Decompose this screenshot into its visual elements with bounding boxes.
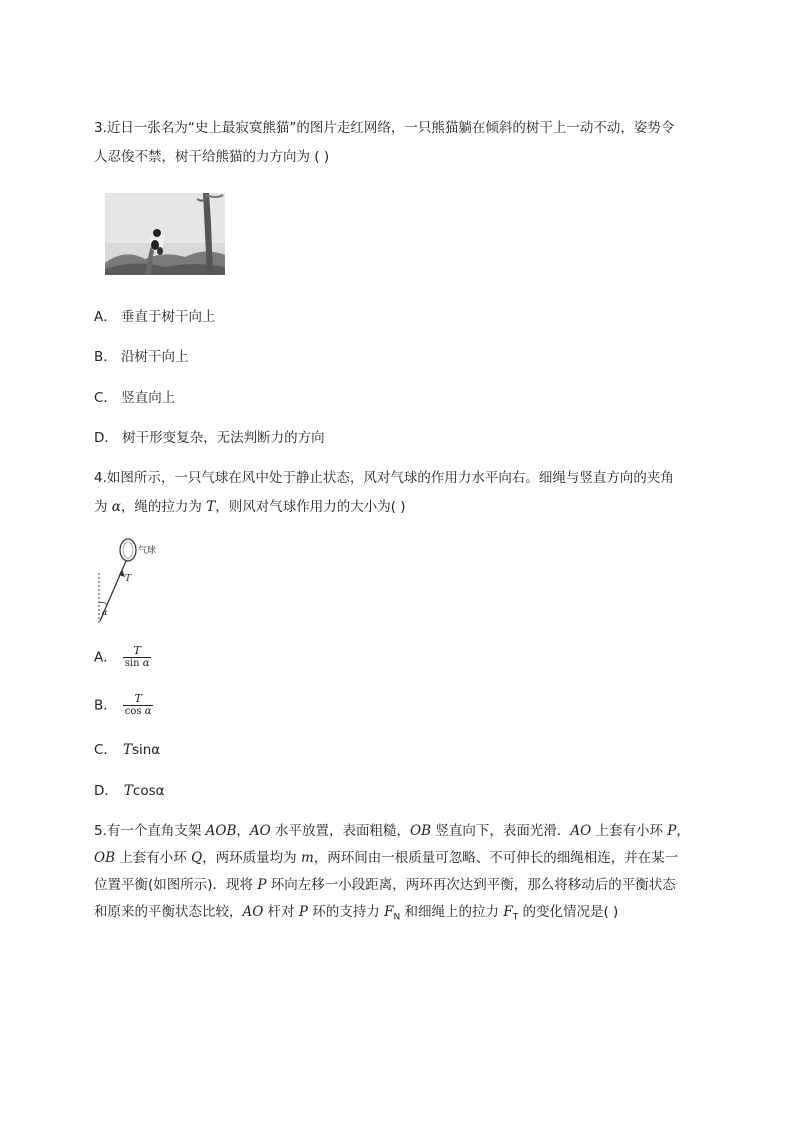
angle-label: α: [102, 608, 108, 617]
q3-option-c: C． 竖直向上: [94, 390, 176, 406]
fraction-t-over-sin: $\frac{T}{\text{sin α}}$: [124, 644, 150, 669]
q5-text-line-2: OB 上套有小环 Q，两环质量均为 m，两环间由一根质量可忽略、不可伸长的细绳相连，并在某一: [94, 850, 679, 866]
q5-text-line-1: 5.有一个直角支架 AOB，AO 水平放置，表面粗糙，OB 竖直向下，表面光滑．AO 上套有小环 P，: [94, 823, 690, 839]
q4-text-line-1: 4.如图所示，一只气球在风中处于静止状态，风对气球的作用力水平向右。细绳与竖直方向的夹角: [94, 470, 674, 486]
q4-option-c: C． Tsinα: [94, 742, 161, 758]
panda-photo: [105, 193, 225, 275]
fraction-t-over-cos: $\frac{T}{\text{cos α}}$: [124, 692, 152, 717]
q3-option-b: B． 沿树干向上: [94, 349, 189, 365]
balloon-diagram: [96, 533, 176, 623]
q4-text-line-2: 为 α，绳的拉力为 T，则风对气球作用力的大小为( ): [94, 499, 406, 515]
tension-label: T: [125, 574, 132, 584]
q5-text-line-4: 和原来的平衡状态比较，AO 杆对 P 环的支持力 $F_N$ 和细绳上的拉力 $F_T$ 的变化情况是( ): [94, 904, 619, 923]
q3-option-d: D． 树干形变复杂，无法判断力的方向: [94, 430, 325, 446]
q4-option-a: A． $\frac{T}{\text{sin α}}$: [94, 644, 150, 669]
q3-text-line-2: 人忍俊不禁，树干给熊猫的力方向为 ( ): [94, 149, 330, 165]
q3-text-line-1: 3.近日一张名为“史上最寂寞熊猫”的图片走红网络，一只熊猫躺在倾斜的树干上一动不动，姿势令: [94, 120, 675, 136]
q3-option-a: A． 垂直于树干向上: [94, 309, 216, 325]
q5-text-line-3: 位置平衡(如图所示)．现将 P 环向左移一小段距离，两环再次达到平衡，那么将移动后的平衡状态: [94, 877, 676, 893]
q4-option-d: D． Tcosα: [94, 783, 165, 799]
balloon-label: 气球: [138, 546, 157, 556]
q4-option-b: B． $\frac{T}{\text{cos α}}$: [94, 692, 152, 717]
